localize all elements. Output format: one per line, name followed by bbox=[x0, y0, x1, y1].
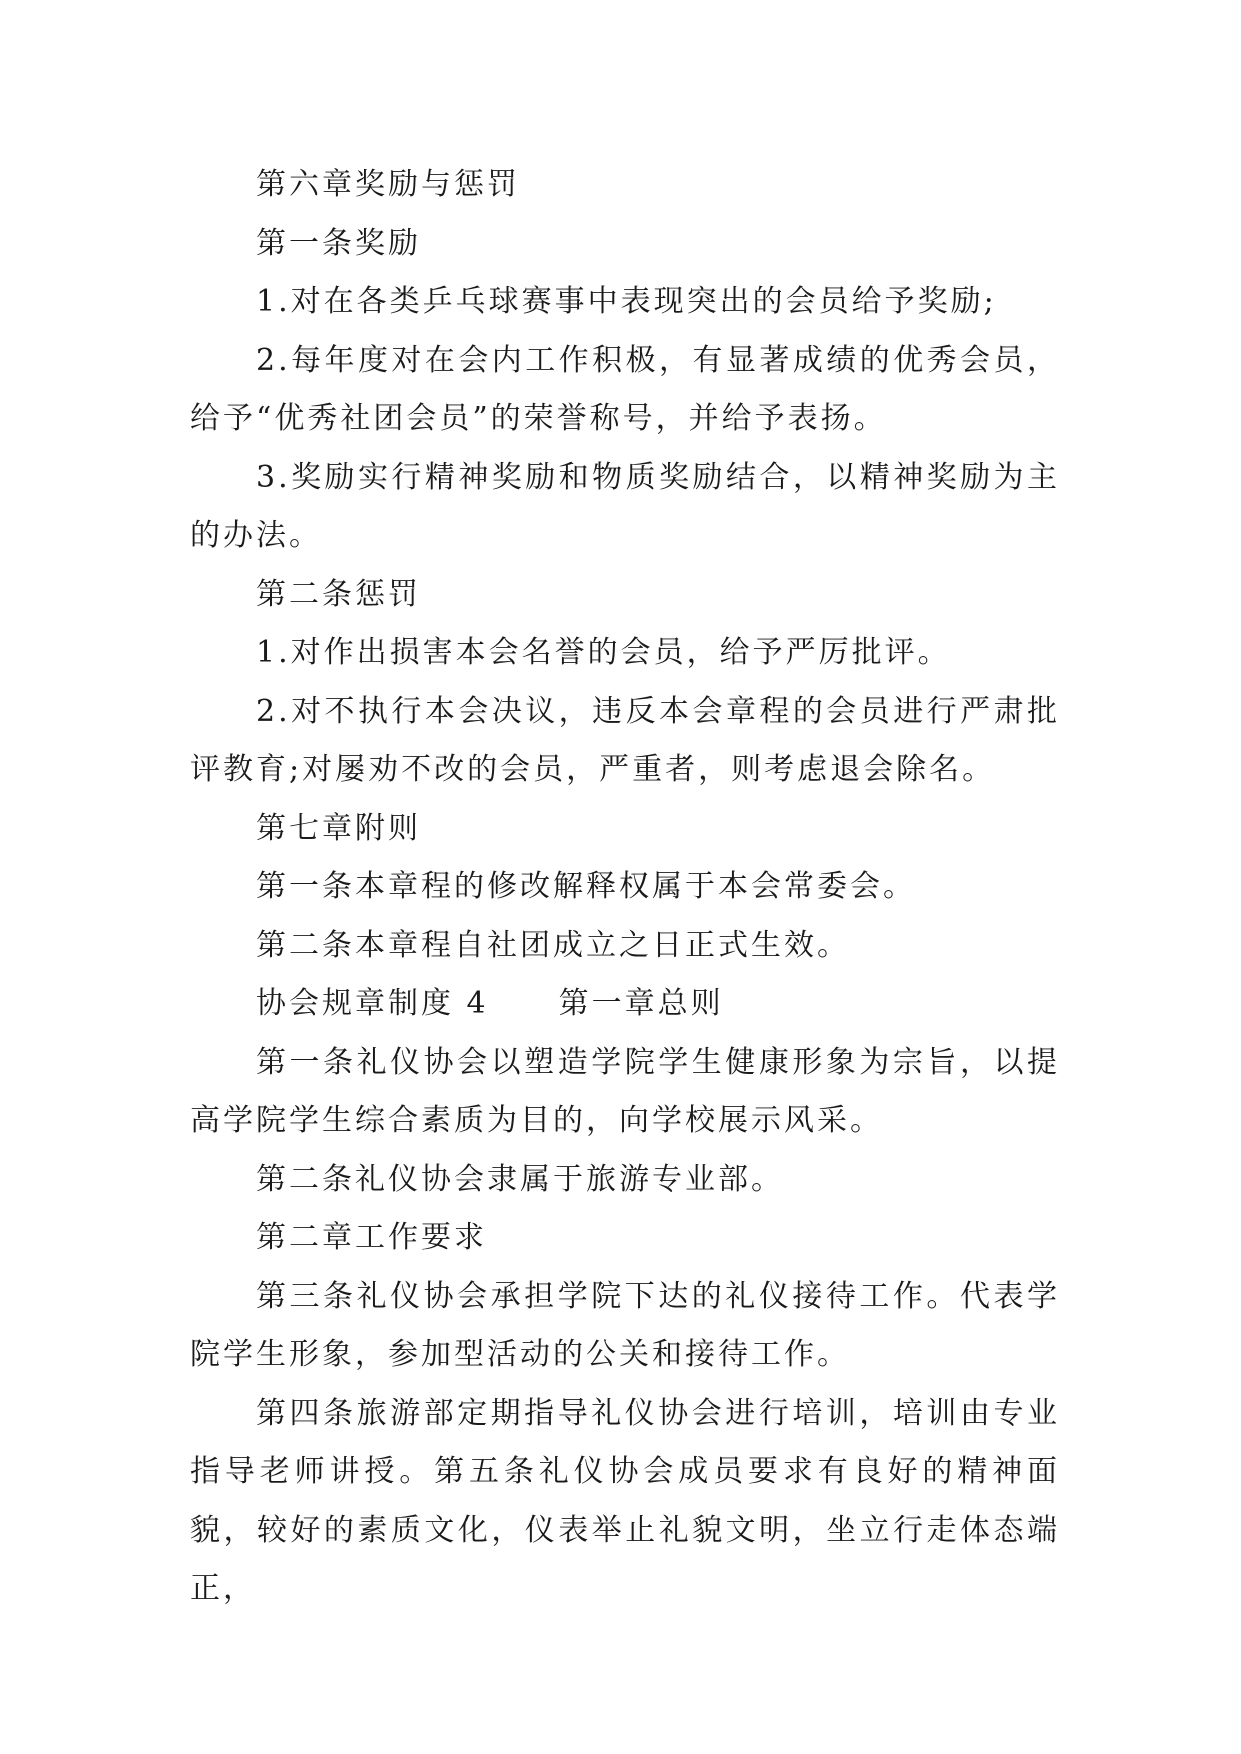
paragraph: 1.对作出损害本会名誉的会员，给予严厉批评。 bbox=[256, 635, 951, 670]
paragraph: 第四条旅游部定期指导礼仪协会进行培训，培训由专业指导老师讲授。第五条礼仪协会成员要求有良好的精神面貌，较好的素质文化，仪表举止礼貌文明，坐立行走体态端正， bbox=[190, 1395, 1060, 1606]
paragraph: 3.奖励实行精神奖励和物质奖励结合，以精神奖励为主的办法。 bbox=[190, 459, 1060, 553]
chapter-heading-1: 第一章总则 bbox=[558, 986, 724, 1021]
paragraph: 第一条礼仪协会以塑造学院学生健康形象为宗旨，以提高学院学生综合素质为目的，向学校展示风采。 bbox=[190, 1044, 1060, 1138]
document-body bbox=[190, 156, 1060, 1619]
paragraph: 2.每年度对在会内工作积极，有显著成绩的优秀会员，给予“优秀社团会员”的荣誉称号，并给予表扬。 bbox=[190, 342, 1060, 436]
paragraph: 第三条礼仪协会承担学院下达的礼仪接待工作。代表学院学生形象，参加型活动的公关和接待工作。 bbox=[190, 1278, 1060, 1372]
paragraph: 第二条本章程自社团成立之日正式生效。 bbox=[256, 927, 850, 963]
article-heading: 第二条惩罚 bbox=[256, 576, 421, 612]
paragraph: 1.对在各类乒乓球赛事中表现突出的会员给予奖励; bbox=[256, 284, 997, 319]
chapter-heading-6: 第六章奖励与惩罚 bbox=[256, 167, 520, 202]
chapter-heading-2: 第二章工作要求 bbox=[256, 1220, 487, 1255]
paragraph: 第一条本章程的修改解释权属于本会常委会。 bbox=[256, 869, 916, 904]
section-heading-line bbox=[190, 975, 1060, 1034]
chapter-heading-7: 第七章附则 bbox=[256, 810, 421, 846]
article-heading: 第一条奖励 bbox=[256, 225, 421, 261]
paragraph: 第二条礼仪协会隶属于旅游专业部。 bbox=[256, 1161, 784, 1197]
section-title: 协会规章制度 4 bbox=[256, 986, 489, 1021]
paragraph: 2.对不执行本会决议，违反本会章程的会员进行严肃批评教育;对屡劝不改的会员，严重者，则考虑退会除名。 bbox=[190, 693, 1060, 787]
